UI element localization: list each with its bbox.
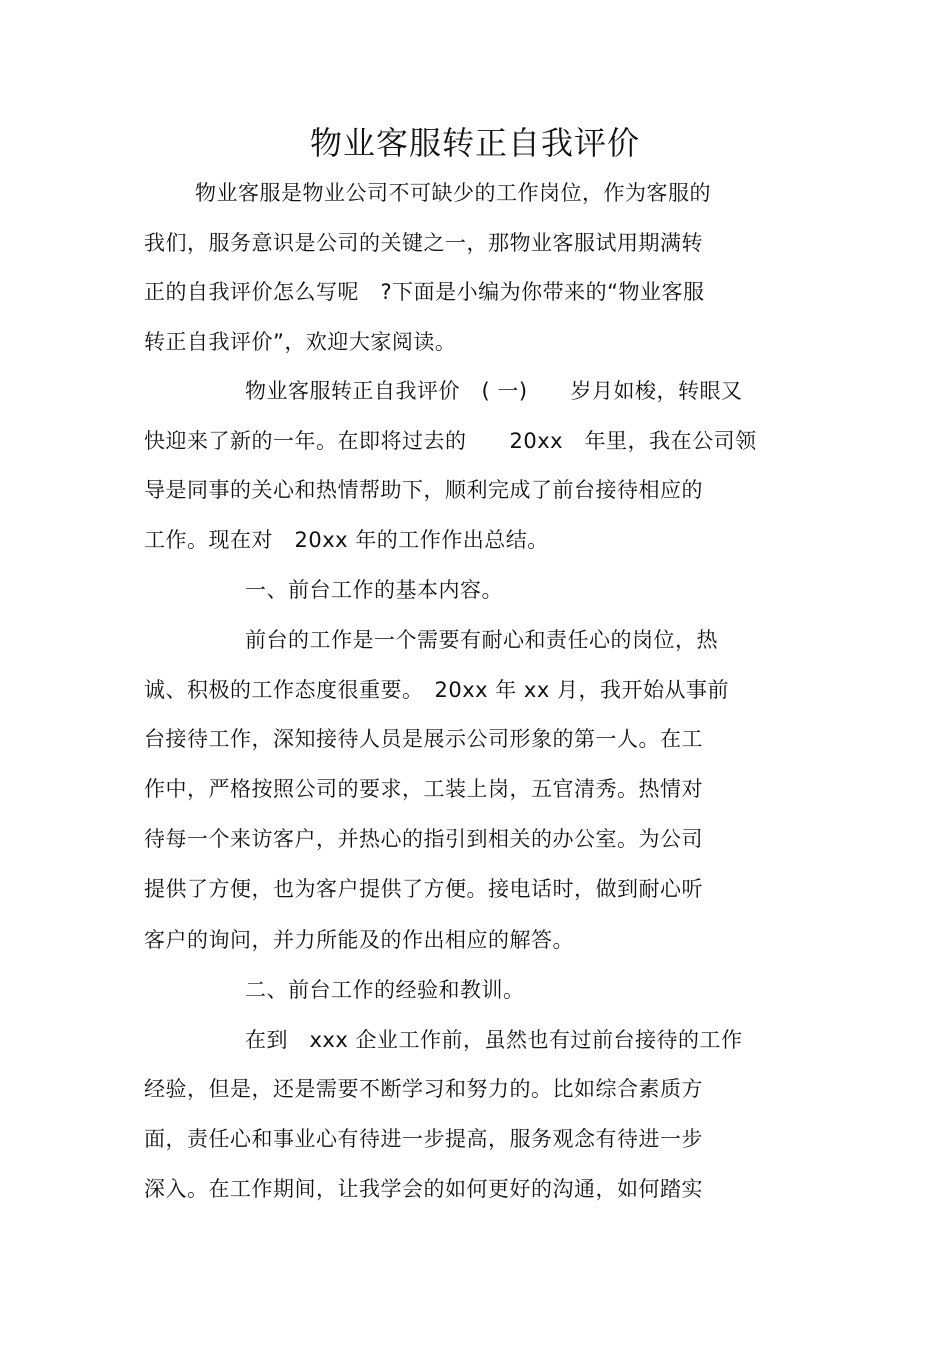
body-line-7: 导是同事的关心和热情帮助下，顺利完成了前台接待相应的 — [144, 478, 703, 502]
page-title: 物业客服转正自我评价 — [309, 124, 640, 162]
body-line-1: 物业客服是物业公司不可缺少的工作岗位，作为客服的 — [195, 181, 711, 205]
body-line-16: 客户的询问，并力所能及的作出相应的解答。 — [144, 928, 574, 952]
body-line-15: 提供了方便，也为客户提供了方便。接电话时，做到耐心听 — [144, 877, 703, 901]
section-heading-1: 一、前台工作的基本内容。 — [245, 578, 503, 602]
body-line-6: 快迎来了新的一年。在即将过去的 20xx 年里，我在公司领 — [144, 429, 757, 453]
body-line-19: 经验，但是，还是需要不断学习和努力的。比如综合素质方 — [144, 1077, 703, 1101]
body-line-21: 深入。在工作期间，让我学会的如何更好的沟通，如何踏实 — [144, 1177, 703, 1201]
body-line-2: 我们，服务意识是公司的关键之一，那物业客服试用期满转 — [144, 231, 703, 255]
body-line-11: 诚、积极的工作态度很重要。 20xx 年 xx 月，我开始从事前 — [144, 678, 729, 702]
body-line-5: 物业客服转正自我评价 ( 一) 岁月如梭，转眼又 — [245, 379, 743, 403]
body-line-4: 转正自我评价”，欢迎大家阅读。 — [144, 330, 457, 354]
section-heading-2: 二、前台工作的经验和教训。 — [245, 978, 525, 1002]
body-line-12: 台接待工作，深知接待人员是展示公司形象的第一人。在工 — [144, 727, 703, 751]
body-line-18: 在到 xxx 企业工作前，虽然也有过前台接待的工作 — [245, 1028, 743, 1052]
body-line-20: 面，责任心和事业心有待进一步提高，服务观念有待进一步 — [144, 1127, 703, 1151]
body-line-10: 前台的工作是一个需要有耐心和责任心的岗位，热 — [245, 628, 718, 652]
body-line-8: 工作。现在对 20xx 年的工作作出总结。 — [144, 528, 549, 552]
body-line-3: 正的自我评价怎么写呢 ?下面是小编为你带来的“物业客服 — [144, 280, 705, 304]
body-line-13: 作中，严格按照公司的要求，工装上岗，五官清秀。热情对 — [144, 777, 703, 801]
body-line-14: 待每一个来访客户，并热心的指引到相关的办公室。为公司 — [144, 827, 703, 851]
